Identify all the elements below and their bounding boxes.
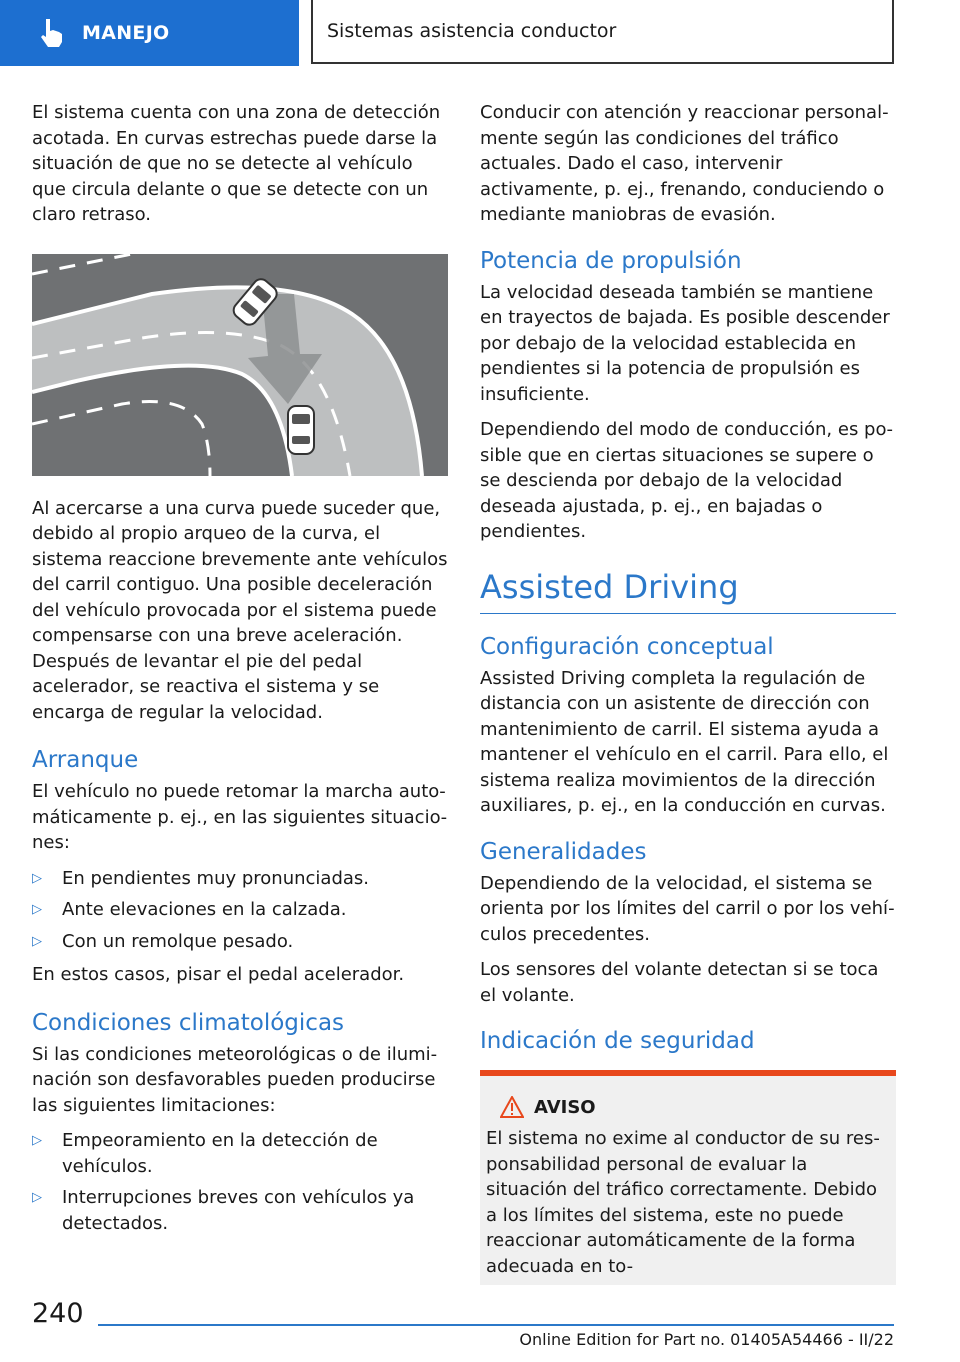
triangle-bullet-icon: ▷: [32, 933, 42, 949]
list-item: ▷ Interrupciones breves con vehículos ya detectados.: [32, 1187, 415, 1234]
paragraph: Al acercarse a una curva puede suceder que, debido al propio arqueo de la curva, el sistema reaccione brevemente ante vehículos del carril contiguo. Una posible deceleración del vehículo provocada por el sistema puede compensarse con una breve aceleración. Después de levantar el pie del pedal acelerador, se reactiva el sistema y se encarga de regular la velocidad.: [32, 497, 448, 723]
section-label: MANEJO: [82, 22, 170, 44]
paragraph: Si las condiciones meteorológicas o de iluminación son desfavorables pueden producirse las siguientes limitaciones:: [32, 1043, 438, 1116]
footer-divider: [98, 1324, 894, 1326]
bullet-list: [32, 866, 448, 955]
warning-label: AVISO: [534, 1096, 596, 1118]
warning-text: El sistema no exime al conductor de su responsabilidad personal de evaluar la situación del tráfico correctamente. Debido a los límites del sistema, este no puede reaccionar automáticamente de la forma adecuada en to-: [486, 1128, 880, 1277]
list-item: ▷ Ante elevaciones en la calzada.: [32, 897, 448, 923]
paragraph: La velocidad deseada también se mantiene en trayectos de bajada. Es posible descender por debajo de la velocidad establecida en pendientes si la potencia de propulsión es insuficiente.: [480, 281, 890, 405]
paragraph: En estos casos, pisar el pedal acelerador.: [32, 964, 405, 985]
section-heading: Arranque: [32, 747, 139, 773]
edition-footer: Online Edition for Part no. 01405A54466 - II/22: [519, 1330, 894, 1349]
paragraph: Los sensores del volante detectan si se toca el volante.: [480, 959, 879, 1006]
chapter-title: Sistemas asistencia conductor: [327, 20, 617, 42]
list-item: ▷ Empeoramiento en la detección de vehículos.: [32, 1130, 378, 1177]
triangle-bullet-icon: ▷: [32, 1133, 42, 1148]
triangle-bullet-icon: ▷: [32, 902, 42, 917]
left-column: [32, 100, 448, 1244]
warning-title: [500, 1096, 890, 1118]
triangle-bullet-icon: ▷: [32, 1190, 42, 1205]
paragraph: El sistema cuenta con una zona de detección acotada. En curvas estrechas puede darse la situación de que no se detecte al vehículo que circula delante o que se detecte con un claro retraso.: [32, 102, 441, 225]
triangle-bullet-icon: ▷: [32, 870, 42, 886]
paragraph: Dependiendo de la velocidad, el sistema se orienta por los límites del carril o por los vehículos precedentes.: [480, 872, 895, 945]
warning-triangle-icon: [500, 1096, 524, 1118]
section-heading: Generalidades: [480, 838, 647, 865]
curve-detection-illustration: [32, 254, 448, 476]
paragraph: Conducir con atención y reaccionar personalmente según las condiciones del tráfico actuales. Dado el caso, intervenir activamente, p. ej., frenando, conduciendo o mediante maniobras de evasión.: [480, 102, 889, 225]
section-heading: Potencia de propulsión: [480, 247, 742, 274]
list-item: ▷ En pendientes muy pronunciadas.: [32, 866, 448, 892]
list-item: ▷ Con un remolque pesado.: [32, 929, 448, 955]
section-heading: Condiciones climatológicas: [32, 1009, 345, 1036]
chapter-title-box: [311, 0, 894, 64]
section-tab[interactable]: [0, 0, 299, 66]
bullet-list: [32, 1128, 448, 1236]
paragraph: Assisted Driving completa la regulación de distancia con un asistente de dirección con mantenimiento de carril. El sistema ayuda a mantener el vehículo en el carril. Para ello, el sistema realiza movimientos de la dirección auxiliares, p. ej., en la conducción en curvas.: [480, 667, 889, 816]
steering-hand-icon: [34, 15, 70, 51]
chapter-heading-wrap: [480, 567, 896, 614]
page-number: 240: [32, 1298, 84, 1329]
right-column: [480, 100, 896, 1285]
paragraph: El vehículo no puede retomar la marcha automáticamente p. ej., en las siguientes situaciones:: [32, 781, 448, 853]
warning-box: [480, 1070, 896, 1285]
chapter-heading: Assisted Driving: [480, 567, 739, 606]
paragraph: Dependiendo del modo de conducción, es posible que en ciertas situaciones se supere o se descienda por debajo de la velocidad deseada ajustada, p. ej., en bajadas o pendientes.: [480, 419, 893, 542]
section-heading: Configuración conceptual: [480, 633, 774, 660]
section-heading: Indicación de seguridad: [480, 1028, 755, 1054]
